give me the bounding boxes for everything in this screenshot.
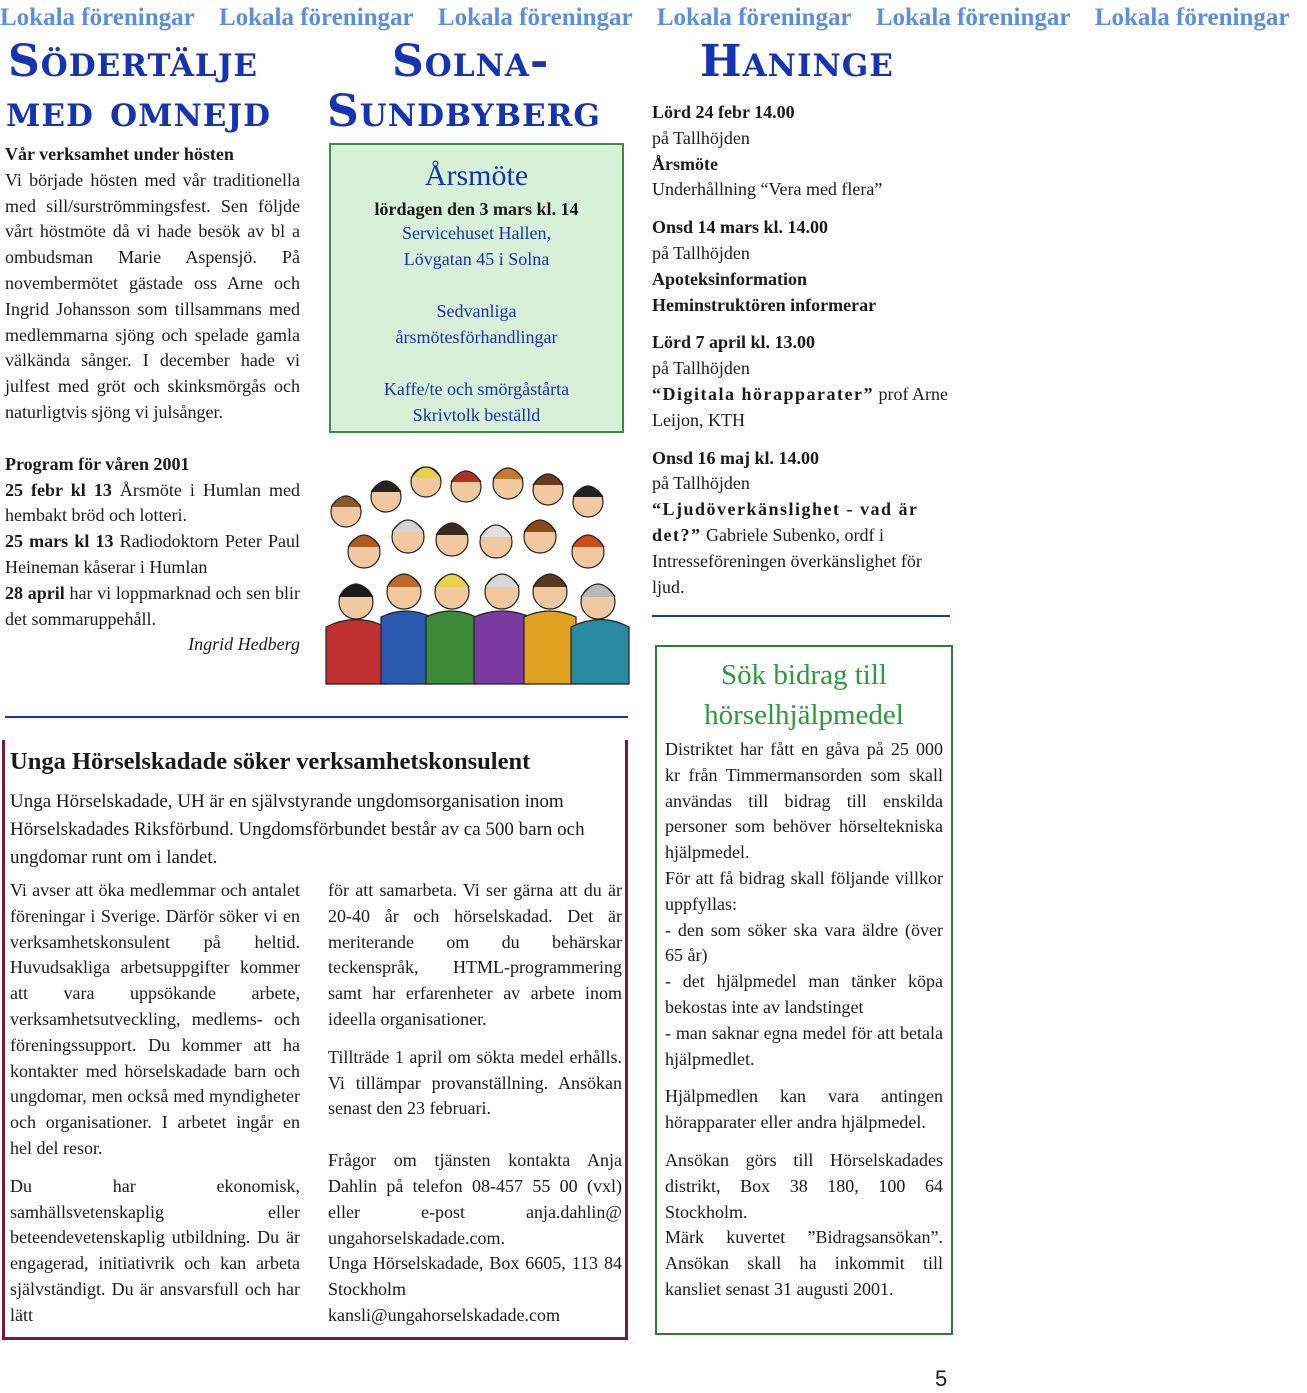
- program-item: [5, 478, 300, 530]
- event-desc: Underhållning “Vera med flera”: [652, 179, 883, 200]
- box-agenda1: Sedvanliga: [436, 301, 517, 321]
- section-heading: Vår verksamhet under hösten: [5, 144, 234, 164]
- event-place: på Tallhöjden: [652, 242, 750, 263]
- job-email: kansli@ungahorselskadade.com: [328, 1304, 561, 1325]
- job-heading: Unga Hörselskadade söker verksamhetskonsulent: [10, 748, 531, 775]
- box-extra2: Skrivtolk beställd: [412, 405, 541, 425]
- event-item: [652, 330, 950, 433]
- bidrag-condition: - den som söker ska vara äldre (över 65 år): [665, 919, 943, 966]
- bidrag-paragraph: Ansökan görs till Hörselskadades distrikt, Box 38 180, 100 64 Stockholm.: [665, 1149, 943, 1222]
- section-banner: [0, 0, 1290, 38]
- program-date: 28 april: [5, 582, 65, 603]
- bidrag-heading2: hörselhjälpmedel: [704, 699, 904, 731]
- arsmote-box: [329, 143, 624, 433]
- banner-text: Lokala föreningar: [218, 4, 414, 31]
- divider: [5, 716, 628, 718]
- event-desc: Heminstruktören informerar: [652, 294, 877, 315]
- box-extra1: Kaffe/te och smörgåstårta: [383, 379, 570, 399]
- job-paragraph: Du har ekonomisk, samhällsvetenskaplig eller beteendevetenskaplig utbildning. Du är engagerad, initiativrik och kan arbeta självständigt. Du är ansvarsfull och har lätt: [10, 1175, 300, 1325]
- solna-title-line2: Sundbyberg: [327, 86, 601, 137]
- event-desc: Gabriele Subenko, ordf i Intresseföreningen överkänslighet för ljud.: [652, 524, 922, 597]
- banner-text: Lokala föreningar: [1094, 4, 1290, 31]
- box-place2: Lövgatan 45 i Solna: [403, 249, 550, 269]
- event-title: “Ljudöverkänslighet - vad är det?”: [652, 499, 919, 545]
- haninge-events: [652, 100, 950, 600]
- sodertalje-article: [5, 142, 300, 658]
- job-paragraph: Vi avser att öka medlemmar och antalet föreningar i Sverige. Därför söker vi en verksamhetskonsulent på heltid. Huvudsakliga arbetsuppgifter kommer att vara uppsökande arbete, verksamhetsutveckling, medlems- och föreningssupport. Du kommer att ha kontakter med hörselskadade barn och ungdomar, men också med myndigheter och organisationer. I arbetet ingår en hel del resor.: [10, 880, 300, 1158]
- event-title-line: [652, 382, 950, 434]
- haninge-title: Haninge: [700, 36, 894, 87]
- signature: Ingrid Hedberg: [188, 634, 300, 655]
- program-item: [5, 529, 300, 581]
- box-agenda2: årsmötesförhandlingar: [395, 327, 558, 347]
- box-heading: Årsmöte: [424, 159, 529, 192]
- event-place: på Tallhöjden: [652, 127, 750, 148]
- event-date: Lörd 24 febr 14.00: [652, 102, 795, 122]
- program-text: Årsmöte i Humlan med hembakt bröd och lotteri.: [5, 479, 300, 526]
- box-place1: Servicehuset Hallen,: [402, 223, 551, 243]
- bidrag-paragraph: Distriktet har fått en gåva på 25 000 kr från Timmermansorden som skall användas till bidrag till enskilda personer som behöver hörseltekniska hjälpmedel.: [665, 739, 943, 863]
- crowd-illustration: [326, 452, 629, 684]
- job-left-column: [10, 878, 300, 1329]
- banner-text: Lokala föreningar: [875, 4, 1071, 31]
- event-item: [652, 100, 950, 203]
- job-right-column: [328, 878, 622, 1329]
- event-item: [652, 215, 950, 318]
- job-paragraph: för att samarbeta. Vi ser gärna att du är 20-40 år och hörselskadad. Det är meriterande om du behärskar teckenspråk, HTML-programmering samt har erfarenheter av arbete inom ideella organisationer.: [328, 880, 622, 1029]
- bidrag-text: [665, 737, 943, 1303]
- bidrag-condition: - man saknar egna medel för att betala hjälpmedlet.: [665, 1022, 943, 1069]
- bidrag-box: [655, 645, 953, 1335]
- banner-text: Lokala föreningar: [656, 4, 852, 31]
- program-item: [5, 581, 300, 633]
- job-intro: Unga Hörselskadade, UH är en självstyrande ungdomsorganisation inom Hörselskadades Riksförbund. Ungdomsförbundet består av ca 500 barn och ungdomar runt om i landet.: [10, 791, 585, 868]
- event-title-line: [652, 497, 950, 600]
- page-number: 5: [935, 1366, 948, 1391]
- sodertalje-title-line1: Södertälje: [8, 36, 259, 87]
- bidrag-paragraph: För att få bidrag skall följande villkor uppfyllas:: [665, 867, 943, 914]
- bidrag-paragraph: Märk kuvertet ”Bidragsansökan”. Ansökan skall ha inkommit till kansliet senast 31 augusti 2001.: [665, 1227, 943, 1299]
- program-heading: Program för våren 2001: [5, 453, 190, 474]
- job-paragraph: Frågor om tjänsten kontakta Anja Dahlin på telefon 08-457 55 00 (vxl) eller e-post anja.dahlin@ ungahorselskadade.com.: [328, 1150, 622, 1248]
- job-paragraph: Tillträde 1 april om sökta medel erhålls. Vi tillämpar provanställning. Ansökan senast den 23 februari.: [328, 1046, 622, 1119]
- event-title: Årsmöte: [652, 153, 718, 174]
- event-place: på Tallhöjden: [652, 358, 750, 379]
- banner-text: Lokala föreningar: [0, 4, 195, 31]
- event-title: “Digitala hörapparater”: [652, 383, 874, 404]
- bidrag-heading1: Sök bidrag till: [721, 659, 887, 691]
- event-date: Onsd 16 maj kl. 14.00: [652, 447, 820, 468]
- bidrag-paragraph: Hjälpmedlen kan vara antingen hörapparater eller andra hjälpmedel.: [665, 1086, 943, 1133]
- banner-text: Lokala föreningar: [437, 4, 633, 31]
- event-desc: prof Arne Leijon, KTH: [652, 383, 948, 430]
- event-date: Onsd 14 mars kl. 14.00: [652, 217, 829, 238]
- program-date: 25 febr kl 13: [5, 479, 112, 500]
- event-date: Lörd 7 april kl. 13.00: [652, 332, 816, 353]
- sodertalje-title-line2: med omnejd: [6, 86, 271, 137]
- event-place: på Tallhöjden: [652, 473, 750, 494]
- job-address: Unga Hörselskadade, Box 6605, 113 84 Stockholm: [328, 1253, 622, 1300]
- article-paragraph: Vi började hösten med vår traditionella med sill/surströmmingsfest. Sen följde vårt höstmöte då vi hade besök av bl a ombudsman Marie Aspensjö. På novembermötet gästade oss Arne och Ingrid Johansson som tillsammans med medlemmarna sjöng och spelade gamla välkända sånger. I december hade vi julfest med gröt och skinksmörgås och naturligtvis sjöng vi julsånger.: [5, 169, 300, 422]
- box-date: lördagen den 3 mars kl. 14: [374, 199, 579, 219]
- program-date: 25 mars kl 13: [5, 531, 114, 552]
- bidrag-condition: - det hjälpmedel man tänker köpa bekostas inte av landstinget: [665, 971, 943, 1017]
- divider: [652, 615, 950, 617]
- event-title: Apoteksinformation: [652, 268, 808, 289]
- program-text: har vi loppmarknad och sen blir det sommaruppehåll.: [5, 582, 300, 629]
- solna-title-line1: Solna-: [392, 36, 550, 87]
- event-item: [652, 446, 950, 601]
- program-text: Radiodoktorn Peter Paul Heineman kåserar i Humlan: [5, 531, 301, 577]
